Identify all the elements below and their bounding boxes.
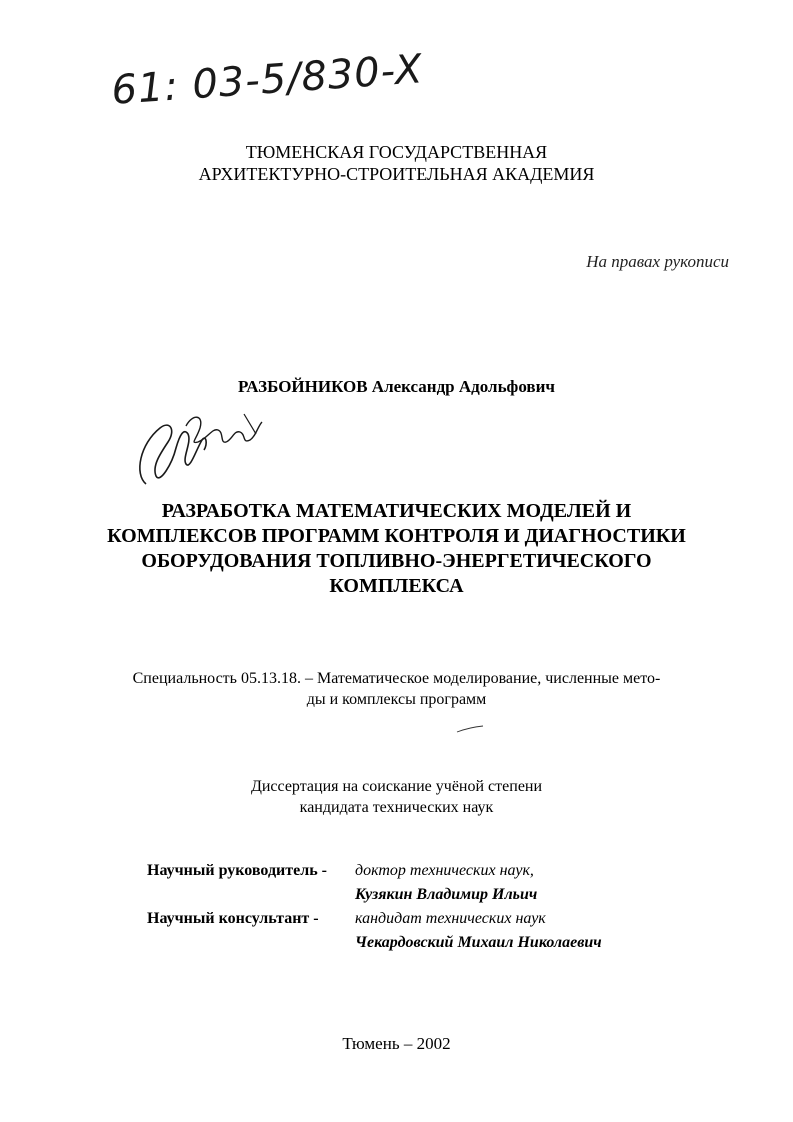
supervisor-role: Научный руководитель - [147,862,327,879]
consultant-name-row [147,931,602,955]
author-name: РАЗБОЙНИКОВ Александр Адольфович [238,377,555,396]
pen-mark-icon [455,724,485,734]
dissertation-line-1: Диссертация на соискание учёной степени [250,778,543,795]
consultant-role: Научный консультант - [147,910,319,927]
specialty-block [0,668,793,710]
title-line: КОМПЛЕКСА [329,575,464,597]
title-line: КОМПЛЕКСОВ ПРОГРАММ КОНТРОЛЯ И ДИАГНОСТИКИ [107,525,686,547]
dissertation-degree-block [0,776,793,818]
specialty-line-2: ды и комплексы программ [306,691,487,708]
city-year: Тюмень – 2002 [342,1034,451,1053]
supervisor-degree: доктор технических наук, [355,862,534,879]
institution-line-2: АРХИТЕКТУРНО-СТРОИТЕЛЬНАЯ АКАДЕМИЯ [198,164,595,184]
title-line: РАЗРАБОТКА МАТЕМАТИЧЕСКИХ МОДЕЛЕЙ И [161,500,632,522]
consultant-degree: кандидат технических наук [355,910,546,927]
handwritten-archive-code: 61: 03-5/830-X [110,46,425,114]
dissertation-line-2: кандидата технических наук [299,799,494,816]
supervisor-name-row [147,883,602,907]
consultant-row [147,907,602,931]
manuscript-note: На правах рукописи [586,252,729,271]
advisors-block [147,859,602,955]
supervisor-row [147,859,602,883]
signature-icon [126,404,276,494]
consultant-name: Чекардовский Михаил Николаевич [355,934,602,951]
institution-line-1: ТЮМЕНСКАЯ ГОСУДАРСТВЕННАЯ [245,142,548,162]
specialty-line-1: Специальность 05.13.18. – Математическое моделирование, численные мето- [132,670,661,687]
title-line: ОБОРУДОВАНИЯ ТОПЛИВНО-ЭНЕРГЕТИЧЕСКОГО [141,550,652,572]
supervisor-name: Кузякин Владимир Ильич [355,886,538,903]
dissertation-title [100,499,693,599]
